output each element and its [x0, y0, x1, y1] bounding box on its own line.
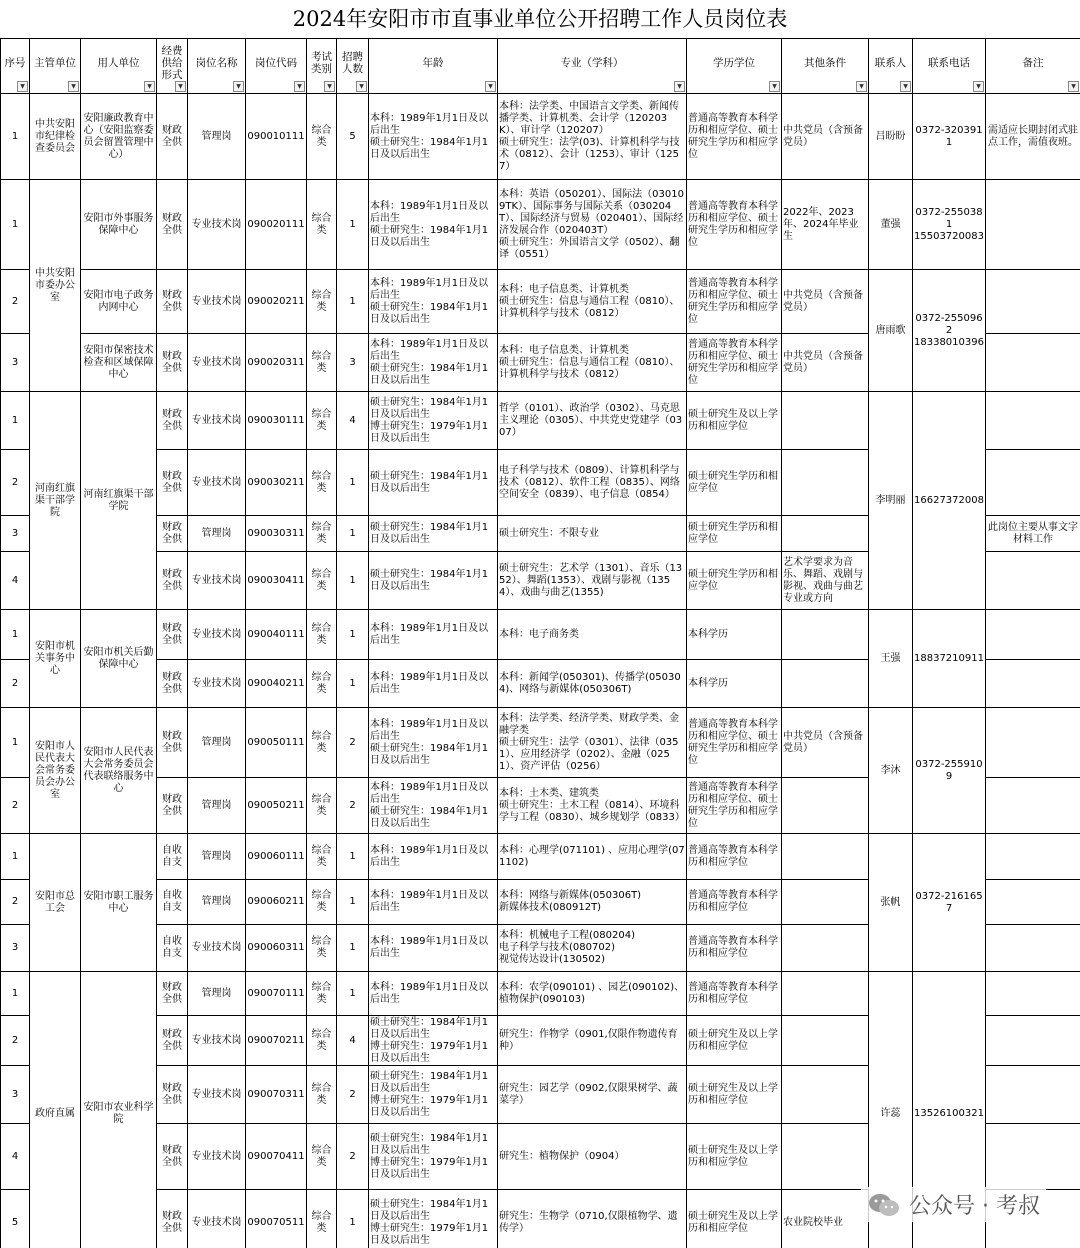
cell-seq: 3 [1, 334, 30, 392]
cell-education: 硕士研究生学历和相应学位 [687, 552, 782, 610]
cell-code: 090030311 [246, 516, 307, 552]
cell-other: 中共党员（含预备党员） [782, 334, 869, 392]
col-header-count[interactable]: 招聘人数 ▼ [337, 39, 369, 94]
cell-post: 专业技术岗 [188, 660, 246, 708]
cell-main: 中共安阳市委办公室 [30, 180, 81, 392]
cell-other [782, 880, 869, 925]
cell-exam: 综合类 [307, 708, 337, 778]
cell-contact: 吕盼盼 [869, 94, 913, 180]
cell-employer: 安阳市机关后勤保障中心 [81, 610, 157, 708]
filter-dropdown-icon[interactable]: ▼ [674, 81, 685, 92]
recruitment-table [0, 38, 1080, 1248]
cell-major: 本科：农学(090101) 、园艺(090102)、植物保护(090103) [498, 972, 687, 1016]
cell-code: 090060111 [246, 834, 307, 880]
cell-age: 本科：1989年1月1日及以后出生 硕士研究生：1984年1月1日及以后出生 [369, 270, 498, 334]
cell-other [782, 972, 869, 1016]
cell-post: 专业技术岗 [188, 552, 246, 610]
cell-age: 硕士研究生：1984年1月1日及以后出生 博士研究生：1979年1月1日及以后出生 [369, 1190, 498, 1248]
cell-age: 本科：1989年1月1日及以后出生 [369, 834, 498, 880]
cell-major: 本科：网络与新媒体(050306T) 新媒体技术(080912T) [498, 880, 687, 925]
cell-funding: 自收自支 [157, 925, 188, 972]
cell-seq: 1 [1, 94, 30, 180]
cell-count: 1 [337, 880, 369, 925]
cell-other [782, 610, 869, 660]
watermark [861, 1187, 1046, 1222]
cell-code: 090020311 [246, 334, 307, 392]
wechat-icon [867, 1192, 901, 1218]
cell-code: 090070311 [246, 1066, 307, 1124]
cell-note [986, 610, 1080, 660]
cell-other [782, 392, 869, 450]
cell-funding: 财政全供 [157, 270, 188, 334]
cell-post: 管理岗 [188, 972, 246, 1016]
cell-exam: 综合类 [307, 660, 337, 708]
cell-post: 专业技术岗 [188, 392, 246, 450]
cell-phone: 0372-2161657 [913, 834, 986, 972]
cell-code: 090060211 [246, 880, 307, 925]
cell-other [782, 834, 869, 880]
cell-major: 研究生：生物学（0710,仅限植物学、遗传学） [498, 1190, 687, 1248]
cell-employer: 安阳廉政教育中心（安阳监察委员会留置管理中心） [81, 94, 157, 180]
cell-main: 安阳市机关事务中心 [30, 610, 81, 708]
cell-funding: 财政全供 [157, 778, 188, 834]
col-header-contact[interactable]: 联系人 ▼ [869, 39, 913, 94]
cell-main: 安阳市总工会 [30, 834, 81, 972]
cell-exam: 综合类 [307, 270, 337, 334]
cell-seq: 1 [1, 180, 30, 270]
cell-note [986, 778, 1080, 834]
cell-seq: 4 [1, 552, 30, 610]
cell-exam: 综合类 [307, 392, 337, 450]
cell-major: 本科：心理学(071101) 、应用心理学(071102) [498, 834, 687, 880]
cell-major: 电子科学与技术（0809）、计算机科学与技术（0812）、软件工程（0835）、网络空间安全（0839）、电子信息（0854） [498, 450, 687, 516]
filter-dropdown-icon[interactable]: ▼ [68, 81, 79, 92]
col-header-funding[interactable]: 经费供给形式 ▼ [157, 39, 188, 94]
col-header-note[interactable]: 备注 ▼ [986, 39, 1080, 94]
cell-exam: 综合类 [307, 1124, 337, 1190]
cell-contact: 李沐 [869, 708, 913, 834]
cell-exam: 综合类 [307, 778, 337, 834]
cell-major: 哲学（0101）、政治学（0302）、马克思主义理论（0305）、中共党史党建学（0307） [498, 392, 687, 450]
cell-major: 研究生：植物保护（0904） [498, 1124, 687, 1190]
cell-seq: 2 [1, 778, 30, 834]
cell-funding: 财政全供 [157, 180, 188, 270]
cell-employer: 安阳市人民代表大会常务委员会代表联络服务中心 [81, 708, 157, 834]
cell-funding: 财政全供 [157, 972, 188, 1016]
cell-major: 本科：电子商务类 [498, 610, 687, 660]
cell-major: 硕士研究生：艺术学（1301）、音乐（1352）、舞蹈(1353）、戏剧与影视（1354）、戏曲与曲艺(1355) [498, 552, 687, 610]
cell-other: 2022年、2023年、2024年毕业生 [782, 180, 869, 270]
cell-age: 本科：1989年1月1日及以后出生 硕士研究生：1984年1月1日及以后出生 [369, 94, 498, 180]
cell-count: 1 [337, 1190, 369, 1248]
cell-exam: 综合类 [307, 610, 337, 660]
col-header-main[interactable]: 主管单位 ▼ [30, 39, 81, 94]
cell-seq: 2 [1, 880, 30, 925]
cell-post: 专业技术岗 [188, 450, 246, 516]
cell-age: 本科：1989年1月1日及以后出生 硕士研究生：1984年1月1日及以后出生 [369, 180, 498, 270]
cell-post: 专业技术岗 [188, 1190, 246, 1248]
cell-code: 090020211 [246, 270, 307, 334]
cell-education: 普通高等教育本科学历和相应学位 [687, 880, 782, 925]
cell-post: 管理岗 [188, 94, 246, 180]
cell-other [782, 925, 869, 972]
cell-exam: 综合类 [307, 450, 337, 516]
table-row [1, 834, 1080, 880]
cell-other: 中共党员（含预备党员） [782, 270, 869, 334]
cell-count: 2 [337, 778, 369, 834]
cell-other [782, 1016, 869, 1066]
cell-other: 中共党员（含预备党员） [782, 708, 869, 778]
cell-funding: 财政全供 [157, 392, 188, 450]
cell-post: 专业技术岗 [188, 334, 246, 392]
cell-major: 本科：土木类、建筑类 硕士研究生：土木工程（0814）、环境科学与工程（0830）、城乡规划学（0833） [498, 778, 687, 834]
cell-count: 1 [337, 180, 369, 270]
cell-seq: 1 [1, 610, 30, 660]
filter-dropdown-icon[interactable]: ▼ [485, 81, 496, 92]
cell-count: 1 [337, 552, 369, 610]
cell-count: 3 [337, 334, 369, 392]
cell-note [986, 708, 1080, 778]
filter-dropdown-icon[interactable]: ▼ [856, 81, 867, 92]
cell-exam: 综合类 [307, 834, 337, 880]
cell-main: 河南红旗渠干部学院 [30, 392, 81, 610]
cell-exam: 综合类 [307, 972, 337, 1016]
filter-dropdown-icon[interactable]: ▼ [973, 81, 984, 92]
cell-other: 中共党员（含预备党员） [782, 94, 869, 180]
cell-exam: 综合类 [307, 552, 337, 610]
cell-education: 普通高等教育本科学历和相应学位、硕士研究生学历和相应学位 [687, 778, 782, 834]
cell-education: 硕士研究生及以上学历和相应学位 [687, 1124, 782, 1190]
cell-exam: 综合类 [307, 1066, 337, 1124]
cell-funding: 财政全供 [157, 516, 188, 552]
cell-education: 硕士研究生及以上学历和相应学位 [687, 1190, 782, 1248]
cell-seq: 1 [1, 392, 30, 450]
cell-code: 090040211 [246, 660, 307, 708]
cell-count: 1 [337, 450, 369, 516]
header-row [1, 39, 1080, 94]
cell-code: 090070511 [246, 1190, 307, 1248]
cell-funding: 财政全供 [157, 610, 188, 660]
cell-education: 硕士研究生及以上学历和相应学位 [687, 1016, 782, 1066]
cell-count: 4 [337, 392, 369, 450]
cell-post: 管理岗 [188, 778, 246, 834]
cell-education: 本科学历 [687, 610, 782, 660]
cell-note [986, 660, 1080, 708]
cell-other [782, 660, 869, 708]
cell-post: 专业技术岗 [188, 1124, 246, 1190]
cell-age: 本科：1989年1月1日及以后出生 硕士研究生：1984年1月1日及以后出生 [369, 778, 498, 834]
cell-seq: 5 [1, 1190, 30, 1248]
cell-code: 090010111 [246, 94, 307, 180]
filter-dropdown-icon[interactable]: ▼ [769, 81, 780, 92]
cell-major: 研究生：作物学（0901,仅限作物遗传育种） [498, 1016, 687, 1066]
cell-main: 政府直属 [30, 972, 81, 1248]
cell-funding: 财政全供 [157, 334, 188, 392]
cell-other [782, 1066, 869, 1124]
cell-count: 1 [337, 610, 369, 660]
cell-code: 090030111 [246, 392, 307, 450]
cell-age: 硕士研究生：1984年1月1日及以后出生 [369, 516, 498, 552]
watermark-text: 公众号 · 考叔 [909, 1194, 1040, 1219]
cell-code: 090070411 [246, 1124, 307, 1190]
cell-count: 2 [337, 1124, 369, 1190]
cell-age: 硕士研究生：1984年1月1日及以后出生 博士研究生：1979年1月1日及以后出生 [369, 1016, 498, 1066]
cell-education: 硕士研究生学历和相应学位 [687, 516, 782, 552]
cell-contact: 唐雨歌 [869, 270, 913, 392]
filter-dropdown-icon[interactable]: ▼ [233, 81, 244, 92]
cell-seq: 1 [1, 708, 30, 778]
cell-note: 此岗位主要从事文字材料工作 [986, 516, 1080, 552]
cell-education: 硕士研究生及以上学历和相应学位 [687, 392, 782, 450]
cell-age: 本科：1989年1月1日及以后出生 [369, 660, 498, 708]
cell-post: 专业技术岗 [188, 925, 246, 972]
cell-count: 2 [337, 708, 369, 778]
cell-major: 硕士研究生：不限专业 [498, 516, 687, 552]
cell-education: 普通高等教育本科学历和相应学位、硕士研究生学历和相应学位 [687, 180, 782, 270]
cell-post: 管理岗 [188, 516, 246, 552]
cell-exam: 综合类 [307, 94, 337, 180]
cell-count: 4 [337, 1016, 369, 1066]
cell-phone: 16627372008 [913, 392, 986, 610]
cell-education: 普通高等教育本科学历和相应学位、硕士研究生学历和相应学位 [687, 94, 782, 180]
cell-code: 090030411 [246, 552, 307, 610]
col-header-education[interactable]: 学历学位 ▼ [687, 39, 782, 94]
cell-phone: 13526100321 [913, 972, 986, 1248]
cell-seq: 2 [1, 270, 30, 334]
cell-count: 1 [337, 516, 369, 552]
cell-contact: 王强 [869, 610, 913, 708]
filter-dropdown-icon[interactable]: ▼ [356, 81, 367, 92]
table-row [1, 94, 1080, 180]
filter-dropdown-icon[interactable]: ▼ [1068, 81, 1079, 92]
cell-education: 普通高等教育本科学历和相应学位、硕士研究生学历和相应学位 [687, 708, 782, 778]
cell-phone: 18837210911 [913, 610, 986, 708]
cell-major: 研究生：园艺学（0902,仅限果树学、蔬菜学） [498, 1066, 687, 1124]
cell-post: 专业技术岗 [188, 1066, 246, 1124]
cell-funding: 财政全供 [157, 552, 188, 610]
cell-age: 本科：1989年1月1日及以后出生 [369, 972, 498, 1016]
cell-code: 090040111 [246, 610, 307, 660]
cell-other [782, 450, 869, 516]
cell-education: 硕士研究生及以上学历和相应学位 [687, 1066, 782, 1124]
cell-post: 管理岗 [188, 834, 246, 880]
cell-employer: 安阳市保密技术检查和区域保障中心 [81, 334, 157, 392]
table-row [1, 392, 1080, 450]
cell-note [986, 180, 1080, 270]
cell-count: 1 [337, 660, 369, 708]
cell-exam: 综合类 [307, 880, 337, 925]
cell-code: 090070211 [246, 1016, 307, 1066]
cell-note [986, 1124, 1080, 1190]
cell-post: 专业技术岗 [188, 180, 246, 270]
col-header-code[interactable]: 岗位代码 ▼ [246, 39, 307, 94]
cell-major: 本科：电子信息类、计算机类 硕士研究生：信息与通信工程（0810）、计算机科学与技术（0812） [498, 270, 687, 334]
cell-seq: 1 [1, 834, 30, 880]
cell-note [986, 334, 1080, 392]
col-header-seq[interactable]: 序号 ▼ [1, 39, 30, 94]
cell-post: 专业技术岗 [188, 610, 246, 660]
table-row [1, 180, 1080, 270]
cell-count: 1 [337, 972, 369, 1016]
cell-note [986, 1066, 1080, 1124]
cell-employer: 河南红旗渠干部学院 [81, 392, 157, 610]
cell-contact: 许蕊 [869, 972, 913, 1248]
cell-count: 5 [337, 94, 369, 180]
filter-dropdown-icon[interactable]: ▼ [17, 81, 28, 92]
col-header-major[interactable]: 专业（学科） ▼ [498, 39, 687, 94]
cell-code: 090030211 [246, 450, 307, 516]
cell-funding: 财政全供 [157, 1190, 188, 1248]
cell-major: 本科：新闻学(050301)、传播学(050304)、网络与新媒体(050306T) [498, 660, 687, 708]
cell-post: 管理岗 [188, 708, 246, 778]
cell-seq: 4 [1, 1124, 30, 1190]
cell-contact: 李明丽 [869, 392, 913, 610]
cell-note [986, 270, 1080, 334]
cell-major: 本科：法学类、中国语言文学类、新闻传播学类、计算机类、会计学（120203K）、审计学（120207） 硕士研究生：法学(03)、计算机科学与技术（0812）、会计（1253）、审计（1257） [498, 94, 687, 180]
cell-major: 本科：法学类、经济学类、财政学类、金融学类 硕士研究生：法学（0301）、法律（0351）、应用经济学（0202）、金融（0251）、资产评估（0256） [498, 708, 687, 778]
cell-seq: 3 [1, 925, 30, 972]
cell-phone: 0372-2550381 15503720083 [913, 180, 986, 270]
cell-exam: 综合类 [307, 925, 337, 972]
filter-dropdown-icon[interactable]: ▼ [900, 81, 911, 92]
cell-code: 090050111 [246, 708, 307, 778]
table-row [1, 610, 1080, 660]
table-row [1, 270, 1080, 334]
cell-age: 硕士研究生：1984年1月1日及以后出生 博士研究生：1979年1月1日及以后出生 [369, 1066, 498, 1124]
cell-post: 专业技术岗 [188, 270, 246, 334]
cell-education: 普通高等教育本科学历和相应学位 [687, 834, 782, 880]
cell-seq: 2 [1, 450, 30, 516]
cell-seq: 1 [1, 972, 30, 1016]
cell-note [986, 880, 1080, 925]
cell-seq: 3 [1, 1066, 30, 1124]
cell-age: 硕士研究生：1984年1月1日及以后出生 [369, 552, 498, 610]
cell-age: 硕士研究生：1984年1月1日及以后出生 博士研究生：1979年1月1日及以后出生 [369, 1124, 498, 1190]
col-header-employer[interactable]: 用人单位 ▼ [81, 39, 157, 94]
cell-seq: 2 [1, 660, 30, 708]
cell-funding: 财政全供 [157, 708, 188, 778]
table-body [1, 94, 1080, 1248]
cell-age: 本科：1989年1月1日及以后出生 硕士研究生：1984年1月1日及以后出生 [369, 334, 498, 392]
cell-post: 管理岗 [188, 880, 246, 925]
cell-exam: 综合类 [307, 1016, 337, 1066]
cell-funding: 财政全供 [157, 660, 188, 708]
col-header-post[interactable]: 岗位名称 ▼ [188, 39, 246, 94]
cell-other [782, 516, 869, 552]
col-header-phone[interactable]: 联系电话 ▼ [913, 39, 986, 94]
cell-major: 本科：英语（050201）、国际法（030109TK）、国际事务与国际关系（030204T）、国际经济与贸易（020401）、国际经济发展合作（020403T） 硕士研究生：外国语言文学（0502）、翻译（0551） [498, 180, 687, 270]
col-header-age[interactable]: 年龄 ▼ [369, 39, 498, 94]
cell-note: 需适应长期封闭式驻点工作，需值夜班。 [986, 94, 1080, 180]
cell-employer: 安阳市农业科学院 [81, 972, 157, 1248]
cell-contact: 张帆 [869, 834, 913, 972]
cell-age: 本科：1989年1月1日及以后出生 [369, 880, 498, 925]
cell-funding: 财政全供 [157, 450, 188, 516]
cell-funding: 财政全供 [157, 1066, 188, 1124]
cell-note [986, 552, 1080, 610]
cell-code: 090060311 [246, 925, 307, 972]
cell-employer: 安阳市职工服务中心 [81, 834, 157, 972]
cell-age: 硕士研究生：1984年1月1日及以后出生 [369, 450, 498, 516]
cell-other [782, 778, 869, 834]
cell-phone: 0372-2550962 18338010396 [913, 270, 986, 392]
cell-note [986, 972, 1080, 1016]
cell-main: 中共安阳市纪律检查委员会 [30, 94, 81, 180]
filter-dropdown-icon[interactable]: ▼ [294, 81, 305, 92]
cell-seq: 2 [1, 1016, 30, 1066]
cell-other: 艺术学要求为音乐、舞蹈、戏剧与影视、戏曲与曲艺专业或方向 [782, 552, 869, 610]
table-row [1, 972, 1080, 1016]
table-row [1, 708, 1080, 778]
cell-education: 普通高等教育本科学历和相应学位、硕士研究生学历和相应学位 [687, 334, 782, 392]
cell-funding: 自收自支 [157, 880, 188, 925]
filter-dropdown-icon[interactable]: ▼ [175, 81, 186, 92]
cell-count: 1 [337, 925, 369, 972]
cell-note [986, 1016, 1080, 1066]
cell-major: 本科：电子信息类、计算机类 硕士研究生：信息与通信工程（0810）、计算机科学与技术（0812） [498, 334, 687, 392]
cell-note [986, 450, 1080, 516]
col-header-exam[interactable]: 考试类别 ▼ [307, 39, 337, 94]
cell-employer: 安阳市电子政务内网中心 [81, 270, 157, 334]
cell-note [986, 392, 1080, 450]
cell-phone: 0372-3203911 [913, 94, 986, 180]
cell-funding: 自收自支 [157, 834, 188, 880]
cell-count: 2 [337, 1066, 369, 1124]
cell-phone: 0372-2559109 [913, 708, 986, 834]
cell-employer: 安阳市外事服务保障中心 [81, 180, 157, 270]
cell-code: 090050211 [246, 778, 307, 834]
cell-funding: 财政全供 [157, 1124, 188, 1190]
cell-education: 硕士研究生学历和相应学位 [687, 450, 782, 516]
cell-major: 本科：机械电子工程(080204) 电子科学与技术(080702) 视觉传达设计(130502) [498, 925, 687, 972]
cell-funding: 财政全供 [157, 94, 188, 180]
cell-note [986, 834, 1080, 880]
cell-seq: 3 [1, 516, 30, 552]
cell-education: 普通高等教育本科学历和相应学位、硕士研究生学历和相应学位 [687, 270, 782, 334]
cell-age: 本科：1989年1月1日及以后出生 [369, 610, 498, 660]
cell-age: 本科：1989年1月1日及以后出生 硕士研究生：1984年1月1日及以后出生 [369, 708, 498, 778]
cell-age: 硕士研究生：1984年1月1日及以后出生 博士研究生：1979年1月1日及以后出生 [369, 392, 498, 450]
cell-contact: 董强 [869, 180, 913, 270]
cell-education: 本科学历 [687, 660, 782, 708]
cell-other [782, 1124, 869, 1190]
cell-code: 090020111 [246, 180, 307, 270]
filter-dropdown-icon[interactable]: ▼ [144, 81, 155, 92]
cell-age: 本科：1989年1月1日及以后出生 [369, 925, 498, 972]
filter-dropdown-icon[interactable]: ▼ [324, 81, 335, 92]
cell-code: 090070111 [246, 972, 307, 1016]
cell-exam: 综合类 [307, 516, 337, 552]
cell-education: 普通高等教育本科学历和相应学位 [687, 925, 782, 972]
cell-funding: 财政全供 [157, 1016, 188, 1066]
cell-exam: 综合类 [307, 334, 337, 392]
cell-exam: 综合类 [307, 180, 337, 270]
col-header-other[interactable]: 其他条件 ▼ [782, 39, 869, 94]
cell-other: 农业院校毕业 [782, 1190, 869, 1248]
cell-main: 安阳市人民代表大会常务委员会办公室 [30, 708, 81, 834]
cell-count: 1 [337, 270, 369, 334]
cell-note [986, 925, 1080, 972]
cell-post: 专业技术岗 [188, 1016, 246, 1066]
cell-count: 1 [337, 834, 369, 880]
cell-education: 普通高等教育本科学历和相应学位 [687, 972, 782, 1016]
page-title: 2024年安阳市市直事业单位公开招聘工作人员岗位表 [292, 7, 788, 31]
cell-exam: 综合类 [307, 1190, 337, 1248]
